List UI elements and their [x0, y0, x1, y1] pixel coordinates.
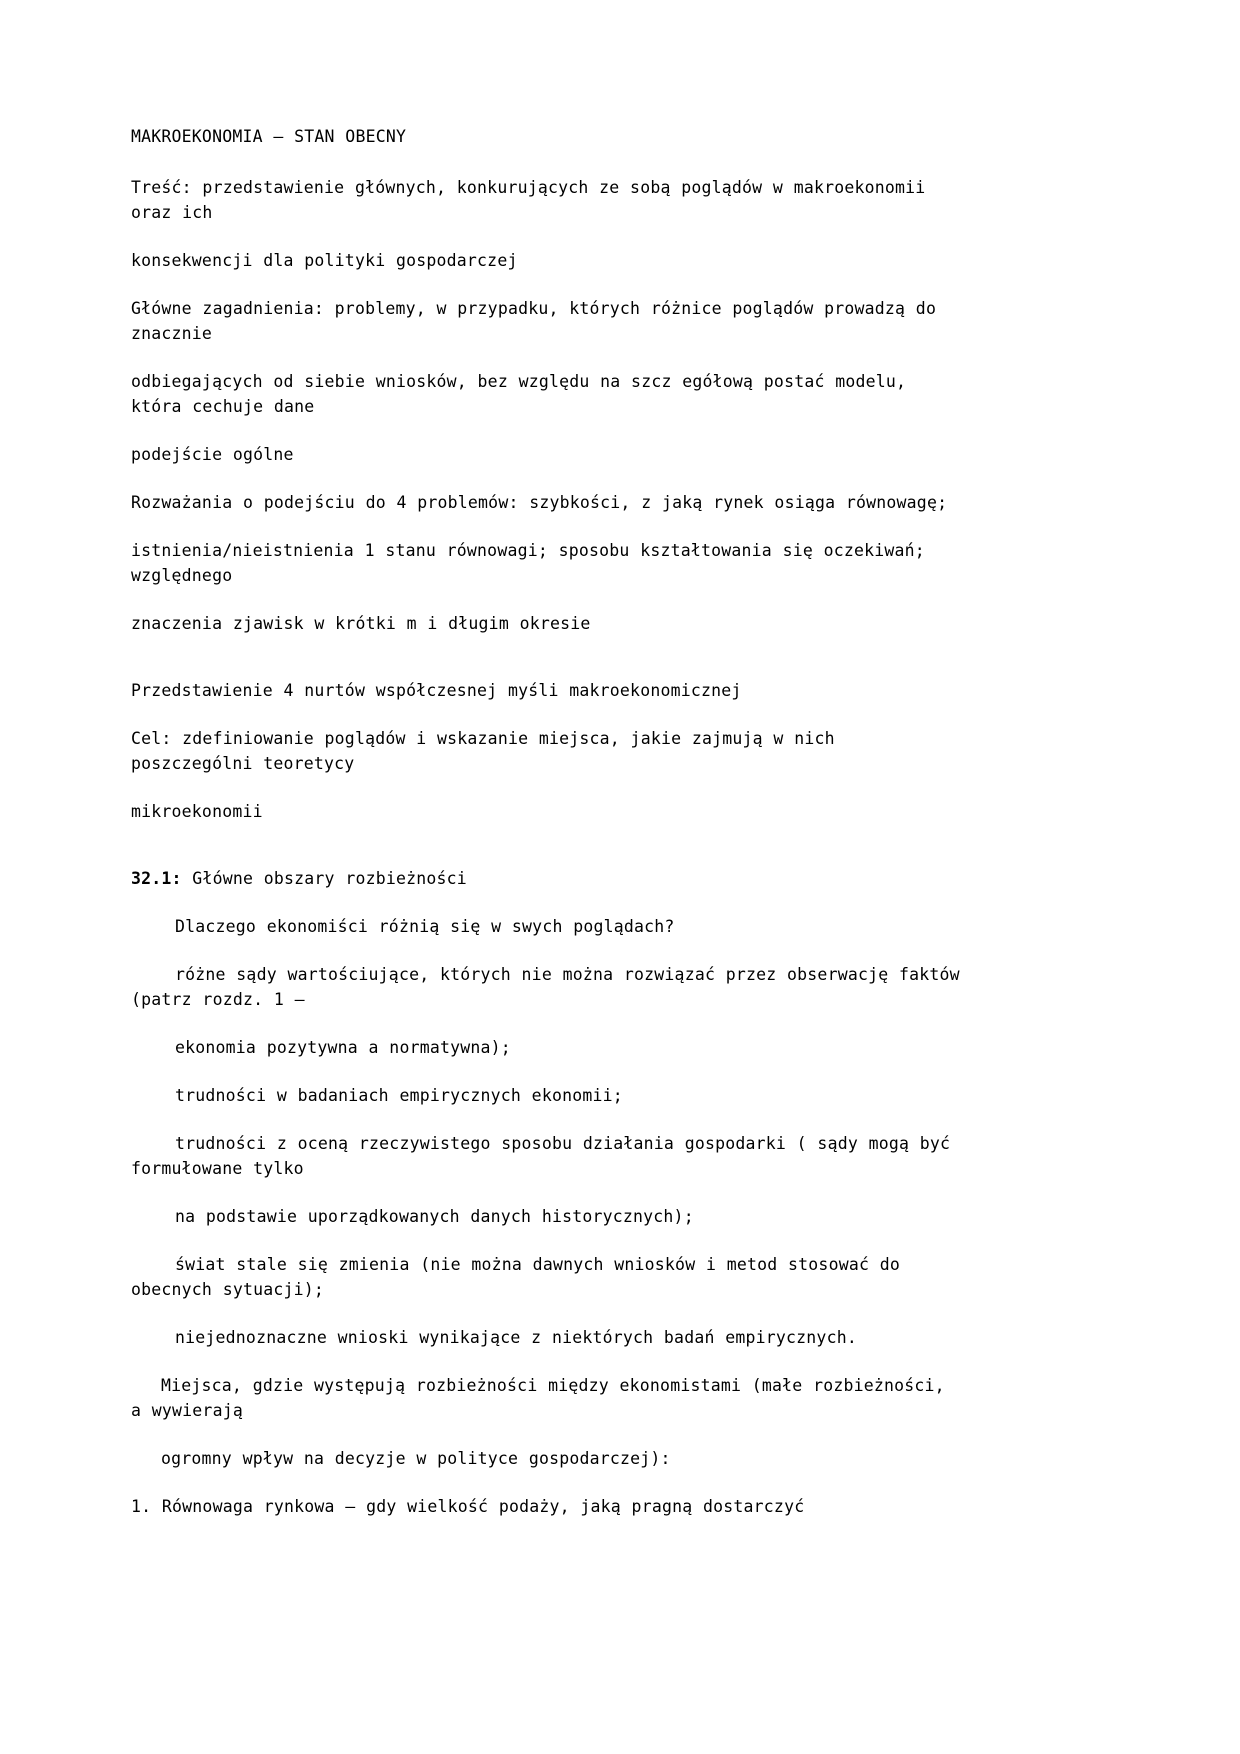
paragraph-divergent-conclusions: odbiegających od siebie wniosków, bez względu na szcz egółową postać modelu, która cechuje dane [131, 372, 917, 416]
section-item-assessment-difficulties: trudności z oceną rzeczywistego sposobu działania gospodarki ( sądy mogą być formułowane tylko [131, 1134, 961, 1178]
paragraph-four-problems: Rozważania o podejściu do 4 problemów: szybkości, z jaką rynek osiąga równowagę; [131, 493, 948, 512]
paragraph-equilibrium-expectations: istnienia/nieistnienia 1 stanu równowagi; sposobu kształtowania się oczekiwań; względnego [131, 541, 936, 585]
section-item-value-judgements: różne sądy wartościujące, których nie można rozwiązać przez obserwację faktów (patrz rozdz. 1 – [131, 965, 971, 1009]
section-title: Główne obszary rozbieżności [181, 869, 467, 888]
section-item-divergence-places: Miejsca, gdzie występują rozbieżności między ekonomistami (małe rozbieżności, a wywierają [131, 1376, 956, 1420]
paragraph-general-approach: podejście ogólne [131, 445, 294, 464]
section-item-historical-data: na podstawie uporządkowanych danych historycznych); [175, 1207, 694, 1226]
section-item-market-equilibrium: 1. Równowaga rynkowa – gdy wielkość podaży, jaką pragną dostarczyć [131, 1497, 805, 1516]
paragraph-four-currents: Przedstawienie 4 nurtów współczesnej myśli makroekonomicznej [131, 681, 742, 700]
section-item-positive-normative: ekonomia pozytywna a normatywna); [175, 1038, 511, 1057]
paragraph-main-issues: Główne zagadnienia: problemy, w przypadku, których różnice poglądów prowadzą do znacznie [131, 299, 947, 343]
paragraph-short-long-run: znaczenia zjawisk w krótki m i długim okresie [131, 614, 591, 633]
section-item-ambiguous-conclusions: niejednoznaczne wnioski wynikające z niektórych badań empirycznych. [175, 1328, 857, 1347]
section-heading [131, 866, 961, 891]
section-item-empirical-difficulties: trudności w badaniach empirycznych ekonomii; [175, 1086, 623, 1105]
section-item-world-changes: świat stale się zmienia (nie można dawnych wniosków i metod stosować do obecnych sytuacji); [131, 1255, 911, 1299]
section-number: 32.1: [131, 869, 182, 888]
document-body [131, 124, 971, 1542]
paragraph-microeconomics: mikroekonomii [131, 802, 263, 821]
paragraph-intro-content: Treść: przedstawienie głównych, konkurujących ze sobą poglądów w makroekonomii oraz ich [131, 178, 937, 222]
document-title: MAKROEKONOMIA – STAN OBECNY [131, 127, 407, 146]
paragraph-policy-consequences: konsekwencji dla polityki gospodarczej [131, 251, 518, 270]
section-item-policy-influence: ogromny wpływ na decyzje w polityce gospodarczej): [161, 1449, 671, 1468]
paragraph-goal: Cel: zdefiniowanie poglądów i wskazanie miejsca, jakie zajmują w nich poszczególni teoretycy [131, 729, 846, 773]
section-item-why-differ: Dlaczego ekonomiści różnią się w swych poglądach? [175, 917, 675, 936]
